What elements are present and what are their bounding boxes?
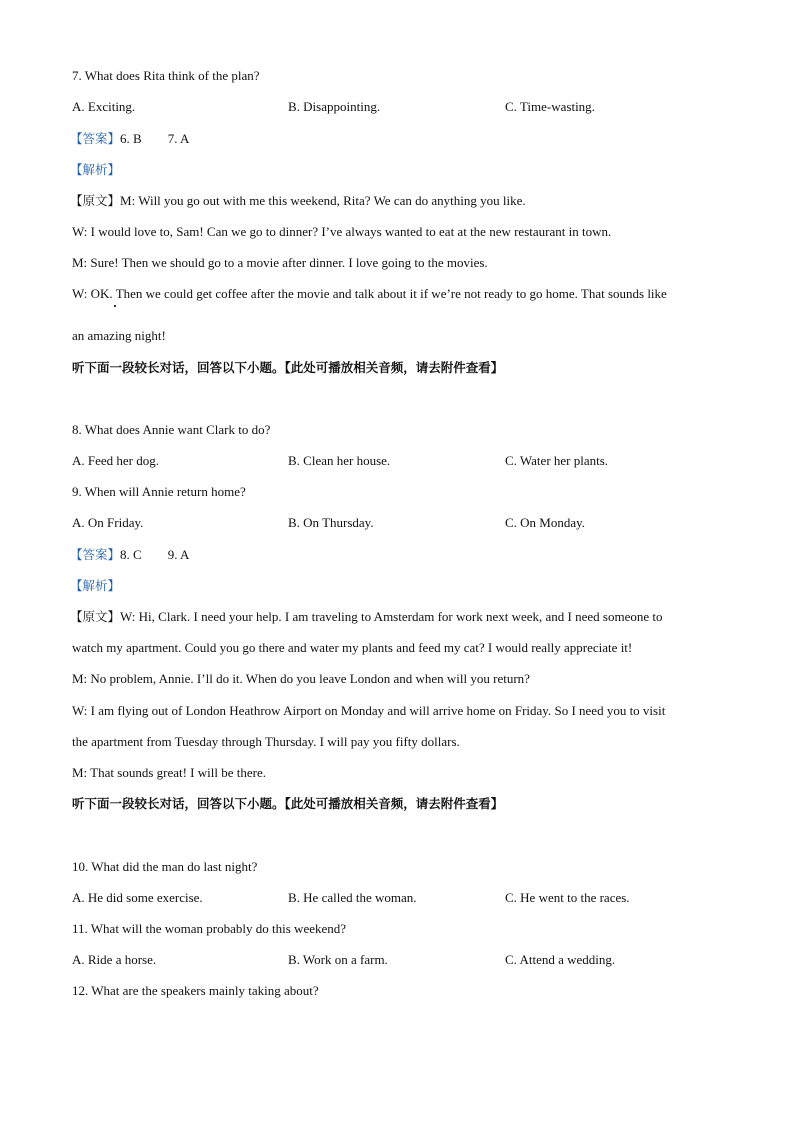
audio-instruction-2: 听下面一段较长对话，回答以下小题。【此处可播放相关音频，请去附件查看】 bbox=[72, 796, 504, 811]
answer-line-2 bbox=[70, 547, 189, 563]
transcript-text: W: Hi, Clark. I need your help. I am traveling to Amsterdam for work next week, and I need someone to bbox=[120, 609, 663, 624]
answer-line-1 bbox=[70, 131, 189, 147]
transcript-2-line-2: watch my apartment. Could you go there and water my plants and feed my cat? I would really appreciate it! bbox=[72, 640, 633, 655]
option-8c: C. Water her plants. bbox=[505, 453, 609, 468]
option-8b: B. Clean her house. bbox=[288, 453, 391, 468]
option-9c: C. On Monday. bbox=[505, 515, 586, 530]
analysis-line-2 bbox=[70, 578, 120, 594]
analysis-line-1 bbox=[70, 162, 120, 178]
analysis-tag: 【解析】 bbox=[70, 578, 121, 593]
answer-8: 8. C bbox=[120, 547, 142, 562]
transcript-1-line-4: W: OK. Then we could get coffee after the movie and talk about it if we’re not ready to go home. That sounds like bbox=[72, 286, 667, 301]
transcript-2-line-6: M: That sounds great! I will be there. bbox=[72, 765, 266, 780]
audio-instruction-1: 听下面一段较长对话，回答以下小题。【此处可播放相关音频，请去附件查看】 bbox=[72, 360, 504, 375]
transcript-1-line-2: W: I would love to, Sam! Can we go to dinner? I’ve always wanted to eat at the new restaurant in town. bbox=[72, 224, 612, 239]
answer-7: 7. A bbox=[167, 131, 190, 146]
option-10c: C. He went to the races. bbox=[505, 890, 630, 905]
answer-tag: 【答案】 bbox=[70, 547, 121, 562]
answer-tag: 【答案】 bbox=[70, 131, 121, 146]
analysis-tag: 【解析】 bbox=[70, 162, 121, 177]
option-11a: A. Ride a horse. bbox=[72, 952, 157, 967]
transcript-1-line-1 bbox=[70, 193, 526, 209]
answer-9: 9. A bbox=[167, 547, 190, 562]
option-9b: B. On Thursday. bbox=[288, 515, 374, 530]
option-11c: C. Attend a wedding. bbox=[505, 952, 616, 967]
question-9: 9. When will Annie return home? bbox=[72, 484, 246, 499]
option-7c: C. Time-wasting. bbox=[505, 99, 595, 114]
question-12: 12. What are the speakers mainly taking about? bbox=[72, 983, 319, 998]
transcript-text: M: Will you go out with me this weekend, Rita? We can do anything you like. bbox=[120, 193, 526, 208]
transcript-2-line-4: W: I am flying out of London Heathrow Airport on Monday and will arrive home on Friday. So I need you to visit bbox=[72, 703, 666, 718]
question-7: 7. What does Rita think of the plan? bbox=[72, 68, 260, 83]
answer-6: 6. B bbox=[120, 131, 142, 146]
option-10a: A. He did some exercise. bbox=[72, 890, 203, 905]
transcript-2-line-3: M: No problem, Annie. I’ll do it. When do you leave London and when will you return? bbox=[72, 671, 530, 686]
question-8: 8. What does Annie want Clark to do? bbox=[72, 422, 271, 437]
option-10b: B. He called the woman. bbox=[288, 890, 417, 905]
transcript-2-line-1 bbox=[70, 609, 663, 625]
stray-dot bbox=[114, 305, 116, 307]
question-11: 11. What will the woman probably do this weekend? bbox=[72, 921, 347, 936]
question-10: 10. What did the man do last night? bbox=[72, 859, 258, 874]
option-9a: A. On Friday. bbox=[72, 515, 144, 530]
transcript-1-line-3: M: Sure! Then we should go to a movie after dinner. I love going to the movies. bbox=[72, 255, 488, 270]
transcript-tag: 【原文】 bbox=[70, 609, 121, 624]
option-7a: A. Exciting. bbox=[72, 99, 136, 114]
transcript-2-line-5: the apartment from Tuesday through Thursday. I will pay you fifty dollars. bbox=[72, 734, 460, 749]
option-7b: B. Disappointing. bbox=[288, 99, 381, 114]
transcript-1-line-5: an amazing night! bbox=[72, 328, 166, 343]
transcript-tag: 【原文】 bbox=[70, 193, 121, 208]
option-8a: A. Feed her dog. bbox=[72, 453, 160, 468]
option-11b: B. Work on a farm. bbox=[288, 952, 388, 967]
